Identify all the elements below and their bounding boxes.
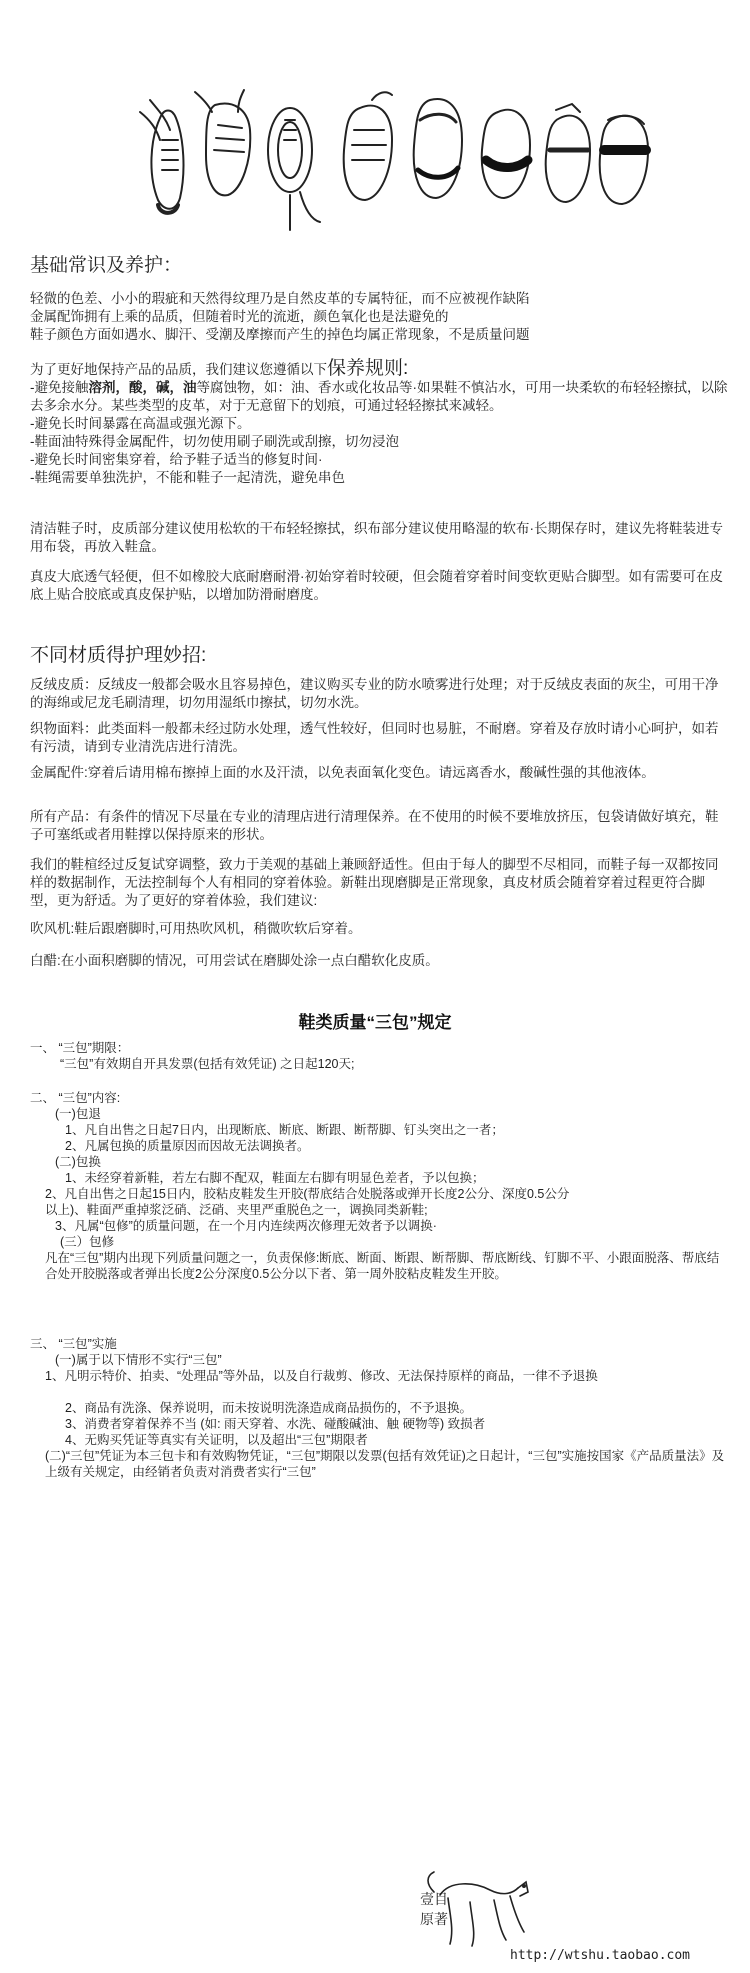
cleaning-paragraph: 清洁鞋子时，皮质部分建议使用松软的干布轻轻擦拭，织布部分建议使用略湿的软布·长期保存时，建议先将鞋装进专用布袋，再放入鞋盒。: [30, 521, 723, 554]
repair-body: 凡在“三包”期内出现下列质量问题之一，负责保修:断底、断面、断跟、断帮脚、帮底断线、钉脚不平、小跟面脱落、帮底结合处开胶脱落或者弹出长度2公分深度0.5公分以下者、第一周外胶粘皮鞋发生开胶。: [45, 1251, 720, 1281]
section-heading-materials: 不同材质得护理妙招:: [30, 645, 207, 666]
return-heading: (一)包退: [55, 1107, 101, 1121]
exchange-heading: (二)包换: [55, 1155, 101, 1169]
shop-url[interactable]: http://wtshu.taobao.com: [510, 1948, 691, 1963]
fit-paragraph: 我们的鞋楦经过反复试穿调整，致力于美观的基础上兼顾舒适性。但由于每人的脚型不尽相同，而鞋子每一双都按同样的数据制作，无法控制每个人有相同的穿着体验。新鞋出现磨脚是正常现象，真皮材质会随着穿着过程更符合脚型，更为舒适。为了更好的穿着体验，我们建议:: [30, 857, 719, 908]
suede-paragraph: 反绒皮质：反绒皮一般都会吸水且容易掉色，建议购买专业的防水喷雾进行处理；对于反绒皮表面的灰尘，可用干净的海绵或尼龙毛刷清理，切勿用湿纸巾擦拭，切勿水洗。: [30, 677, 719, 710]
rules-intro-text: 为了更好地保持产品的品质，我们建议您遵循以下: [30, 362, 327, 377]
exclusion-item-2: 2、商品有洗涤、保养说明，而未按说明洗涤造成商品损伤的，不予退换。: [65, 1401, 472, 1415]
clause-one-body: “三包”有效期自开具发票(包括有效凭证) 之日起120天;: [60, 1057, 355, 1071]
three-guarantees-title: 鞋类质量“三包”规定: [298, 1013, 452, 1032]
maintenance-rules: [30, 360, 730, 487]
exchange-item-1: 1、未经穿着新鞋，若左右脚不配双，鞋面左右脚有明显色差者，予以包换；: [65, 1171, 485, 1185]
repair-heading: (三）包修: [60, 1235, 115, 1249]
exclusions-heading: (一)属于以下情形不实行“三包”: [55, 1353, 222, 1367]
rule-chemicals: [30, 379, 730, 415]
basics-line-2: 金属配饰拥有上乘的品质，但随着时光的流逝，颜色氧化也是法避免的: [30, 309, 449, 324]
basics-line-1: 轻微的色差、小小的瑕疵和天然得纹理乃是自然皮革的专属特征，而不应被视作缺陷: [30, 291, 530, 306]
sneaker-sketch-1: [140, 100, 183, 213]
return-item-1: 1、凡自出售之日起7日内，出现断底、断底、断跟、断帮脚、钉头突出之一者；: [65, 1123, 504, 1137]
rule-rest: -避免长时间密集穿着，给予鞋子适当的修复时间·: [30, 452, 323, 467]
brand-footer: [420, 1860, 740, 1970]
voucher-clause: (二)“三包”凭证为本三包卡和有效购物凭证，“三包”期限以发票(包括有效凭证)之日起计，“三包”实施按国家《产品质量法》及上级有关规定，由经销者负责对消费者实行“三包”: [45, 1449, 725, 1479]
basics-paragraph: [30, 290, 730, 344]
brand-signature: 壹目 原著: [420, 1892, 448, 1928]
exchange-item-2b: 以上)、鞋面严重掉浆泛硝、泛硝、夹里严重脱色之一，调换同类新鞋;: [45, 1203, 428, 1217]
shoe-sketches-svg: [0, 0, 750, 270]
exchange-item-3: 3、凡属“包修”的质量问题，在一个月内连续两次修理无效者予以调换·: [55, 1219, 437, 1233]
rule-metal: -鞋面油特殊得金属配件，切勿使用刷子刷洗或刮擦，切勿浸泡: [30, 434, 399, 449]
section-heading-basics: 基础常识及养护：: [30, 255, 183, 276]
sandal-sketch-7: [546, 104, 590, 202]
metal-paragraph: 金属配件:穿着后请用棉布擦掉上面的水及汗渍，以免表面氧化变色。请远离香水，酸碱性强的其他液体。: [30, 765, 655, 780]
rule-laces: -鞋绳需要单独洗护，不能和鞋子一起清洗，避免串色: [30, 470, 345, 485]
clause-two-heading: 二、 “三包”内容:: [30, 1091, 121, 1105]
rule-heat: -避免长时间暴露在高温或强光源下。: [30, 416, 251, 431]
exclusion-item-1: 1、凡明示特价、拍卖、“处理品”等外品，以及自行裁剪、修改、无法保持原样的商品，一律不予退换: [45, 1369, 598, 1383]
return-item-2: 2、凡属包换的质量原因而因故无法调换者。: [65, 1139, 310, 1153]
basics-line-3: 鞋子颜色方面如遇水、脚汗、受潮及摩擦而产生的掉色均属正常现象，不是质量问题: [30, 327, 530, 342]
fabric-paragraph: 织物面料：此类面料一般都未经过防水处理，透气性较好，但同时也易脏，不耐磨。穿着及存放时请小心呵护，如若有污渍，请到专业清洗店进行清洗。: [30, 721, 719, 754]
all-products-paragraph: 所有产品：有条件的情况下尽量在专业的清理店进行清理保养。在不使用的时候不要堆放挤压，包袋请做好填充，鞋子可塞纸或者用鞋撑以保持原来的形状。: [30, 809, 719, 842]
hair-dryer-tip: 吹风机:鞋后跟磨脚时,可用热吹风机，稍微吹软后穿着。: [30, 921, 362, 936]
exclusion-item-4: 4、无购买凭证等真实有关证明，以及超出“三包”期限者: [65, 1433, 368, 1447]
rules-intro-emphasis: 保养规则:: [327, 358, 409, 379]
loafer-sketch-5: [414, 99, 462, 198]
leather-sole-paragraph: 真皮大底透气轻便，但不如橡胶大底耐磨耐滑·初始穿着时较硬，但会随着穿着时间变软更贴合脚型。如有需要可在皮底上贴合胶底或真皮保护贴，以增加防滑耐磨度。: [30, 569, 723, 602]
rule-chemicals-bold: 溶剂，酸，碱，油: [88, 380, 197, 395]
sneaker-sketch-2: [195, 90, 250, 195]
exclusion-item-3: 3、消费者穿着保养不当 (如: 雨天穿着、水洗、碰酸碱油、触 硬物等) 致损者: [65, 1417, 486, 1431]
loafer-sketch-8: [600, 116, 648, 204]
shoe-sketch-illustration: [0, 0, 750, 270]
slipon-sketch-6: [482, 110, 530, 198]
vinegar-tip: 白醋:在小面积磨脚的情况，可用尝试在磨脚处涂一点白醋软化皮质。: [30, 953, 439, 968]
shoe-sketch-3: [268, 108, 320, 230]
clause-one-heading: 一、 “三包”期限：: [30, 1041, 130, 1055]
rule-chemicals-text: 等腐蚀物，如：油、香水或化妆品等·如果鞋不慎沾水，可用一块柔软的布轻轻擦拭，以除去多余水分。某些类型的皮革，对于无意留下的划痕，可通过轻轻擦拭来减轻。: [30, 380, 728, 413]
clause-three-heading: 三、 “三包”实施: [30, 1337, 117, 1351]
rule-chemicals-prefix: -避免接触: [30, 380, 89, 395]
rules-intro: [30, 360, 730, 379]
shoe-sketch-4: [344, 92, 392, 200]
exchange-item-2a: 2、凡自出售之日起15日内，胶粘皮鞋发生开胶(帮底结合处脱落或弹开长度2公分、深度0.5公分: [45, 1187, 570, 1201]
